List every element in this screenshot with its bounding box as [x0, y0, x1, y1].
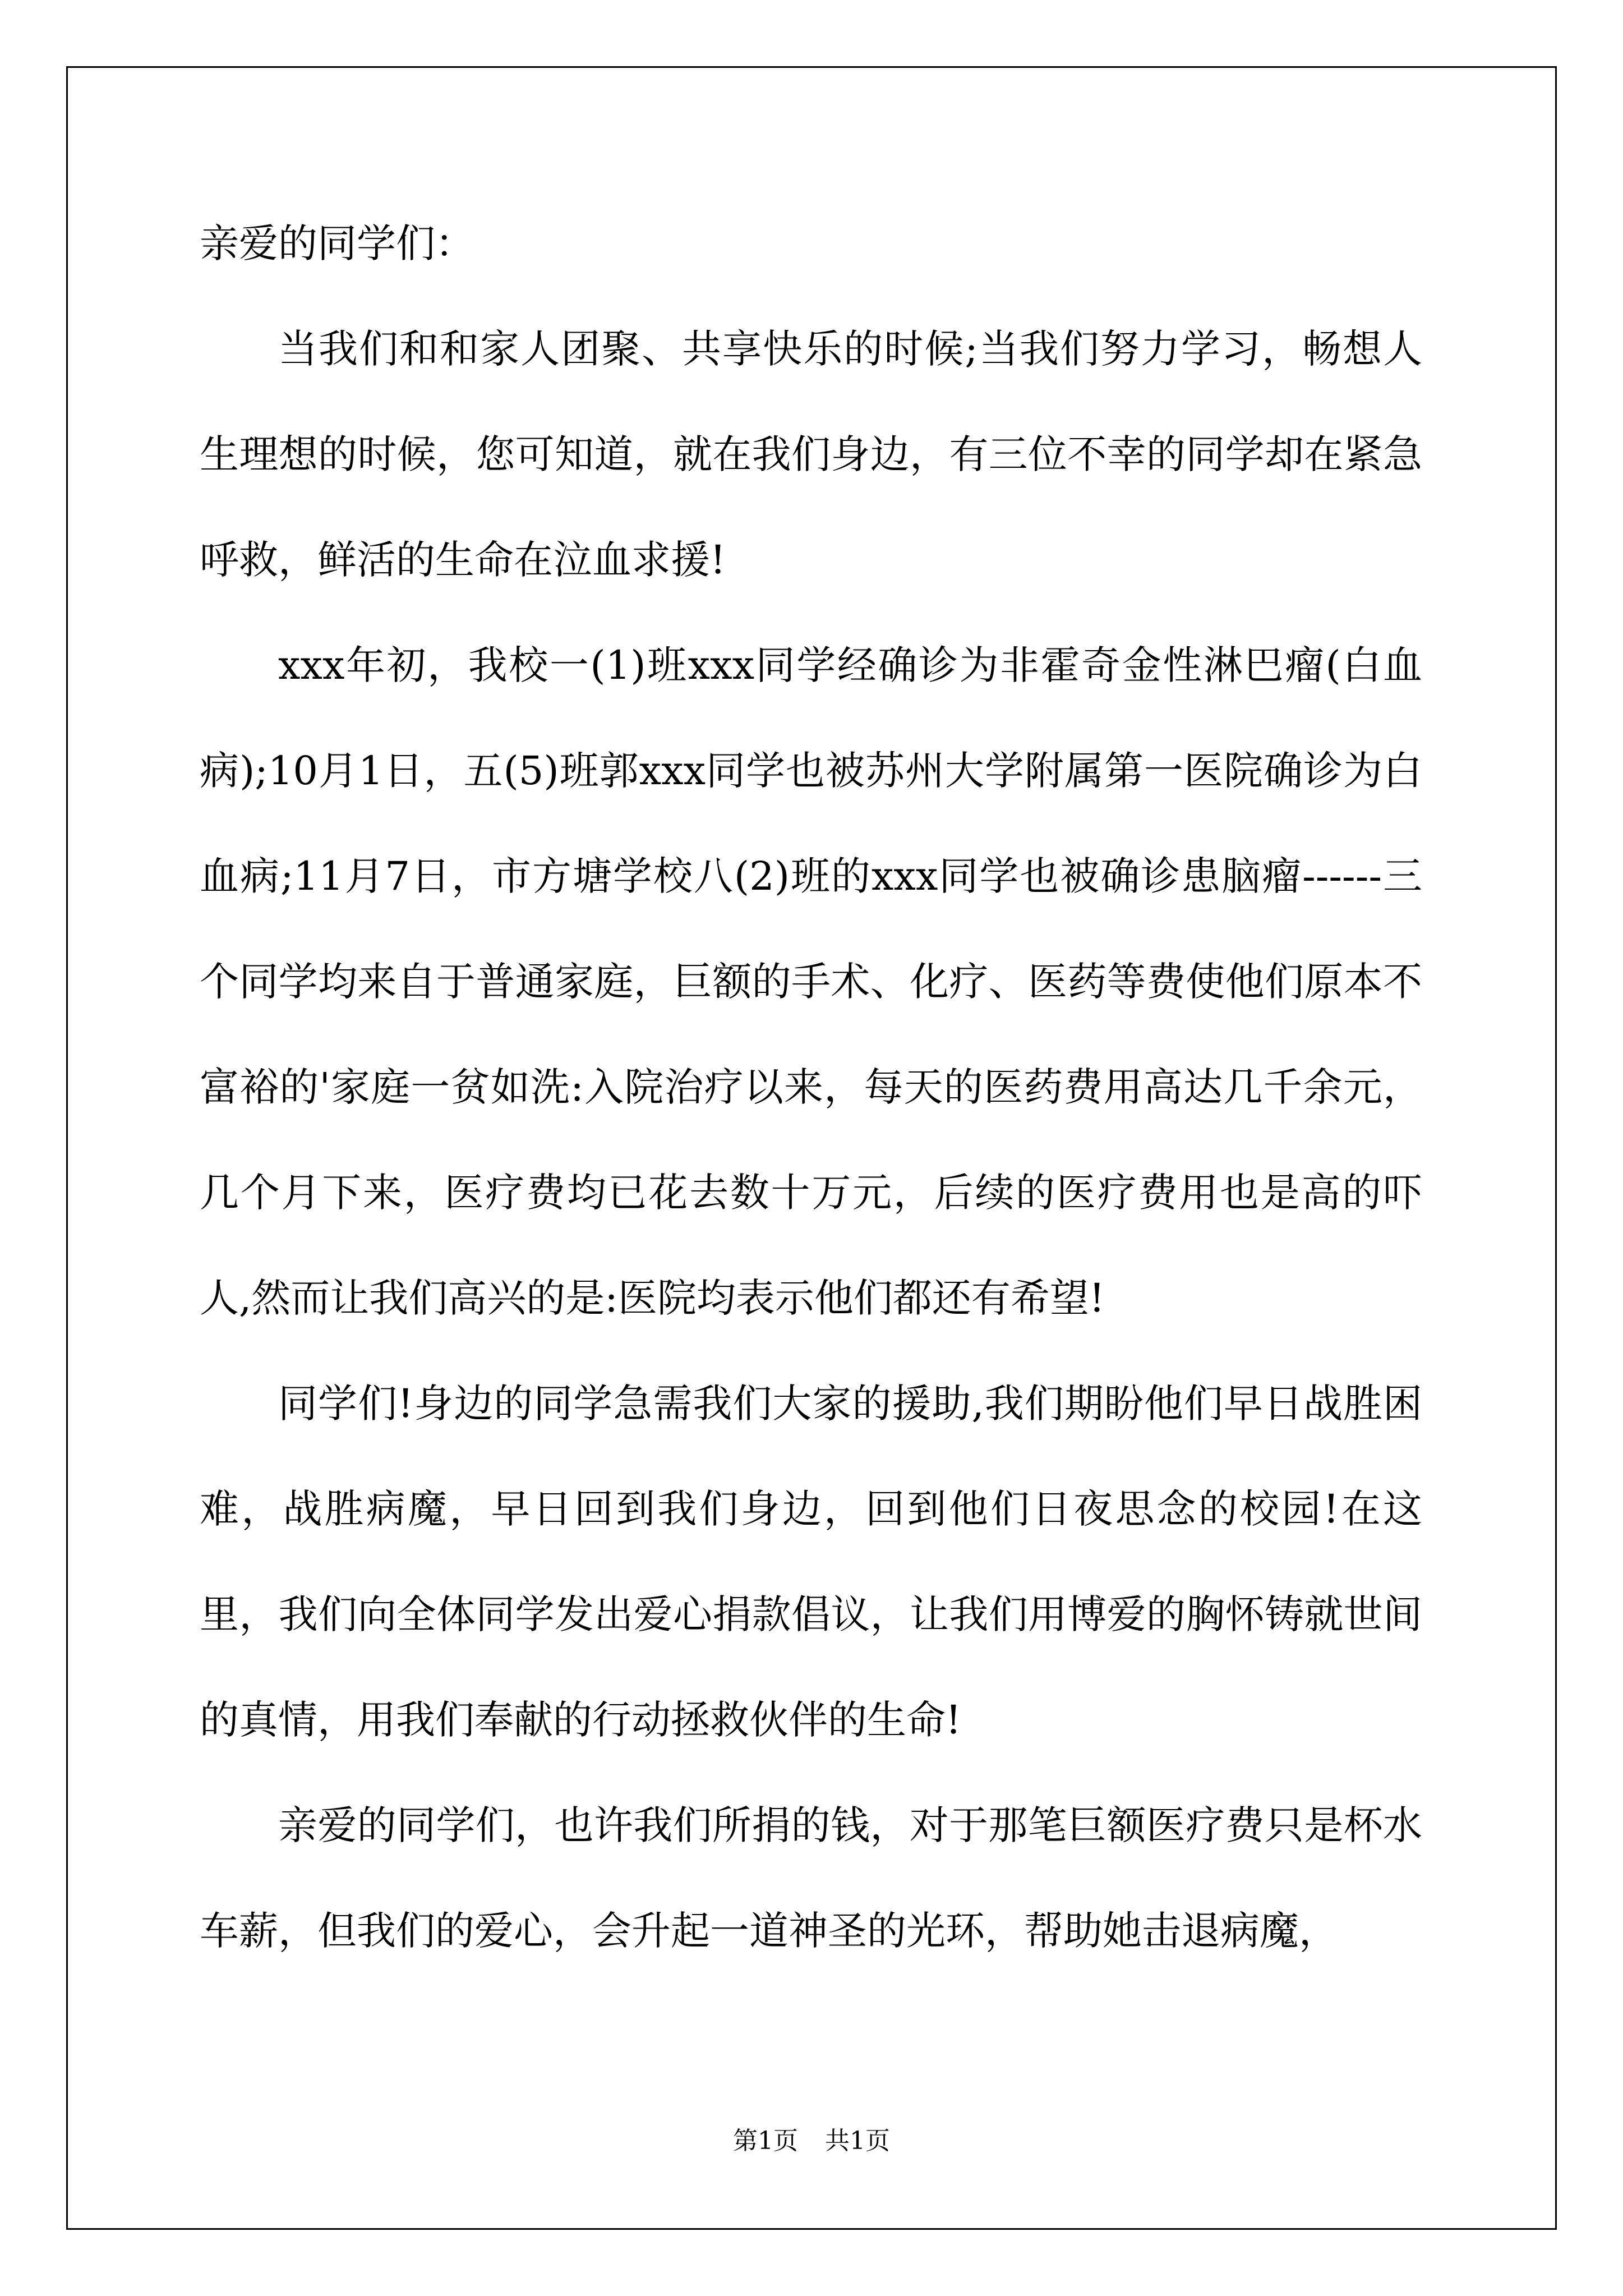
paragraph-1: 当我们和和家人团聚、共享快乐的时候;当我们努力学习，畅想人生理想的时候，您可知道，就在我们身边，有三位不幸的同学却在紧急呼救，鲜活的生命在泣血求援! [200, 326, 1422, 583]
page-footer [0, 2124, 1623, 2158]
page-number: 第1页 [733, 2127, 798, 2155]
paragraph-2: xxx年初，我校一(1)班xxx同学经确诊为非霍奇金性淋巴瘤(白血病);10月1日，五(5)班郭xxx同学也被苏州大学附属第一医院确诊为白血病;11月7日，市方塘学校八(2)班的xxx同学也被确诊患脑瘤------三个同学均来自于普通家庭，巨额的手术、化疗、医药等费使他们原本不富裕的'家庭一贫如洗:入院治疗以来，每天的医药费用高达几千余元，几个月下来，医疗费均已花去数十万元，后续的医疗费用也是高的吓人,然而让我们高兴的是:医院均表示他们都还有希望! [200, 642, 1422, 1321]
paragraph-4: 亲爱的同学们，也许我们所捐的钱，对于那笔巨额医疗费只是杯水车薪，但我们的爱心，会升起一道神圣的光环，帮助她击退病魔， [200, 1802, 1422, 1954]
paragraph-3: 同学们!身边的同学急需我们大家的援助,我们期盼他们早日战胜困难，战胜病魔，早日回到我们身边，回到他们日夜思念的校园!在这里，我们向全体同学发出爱心捐款倡议，让我们用博爱的胸怀铸就世间的真情，用我们奉献的行动拯救伙伴的生命! [200, 1381, 1422, 1743]
page-total: 共1页 [825, 2127, 890, 2155]
document-body [200, 191, 1422, 1984]
salutation: 亲爱的同学们： [200, 220, 474, 266]
